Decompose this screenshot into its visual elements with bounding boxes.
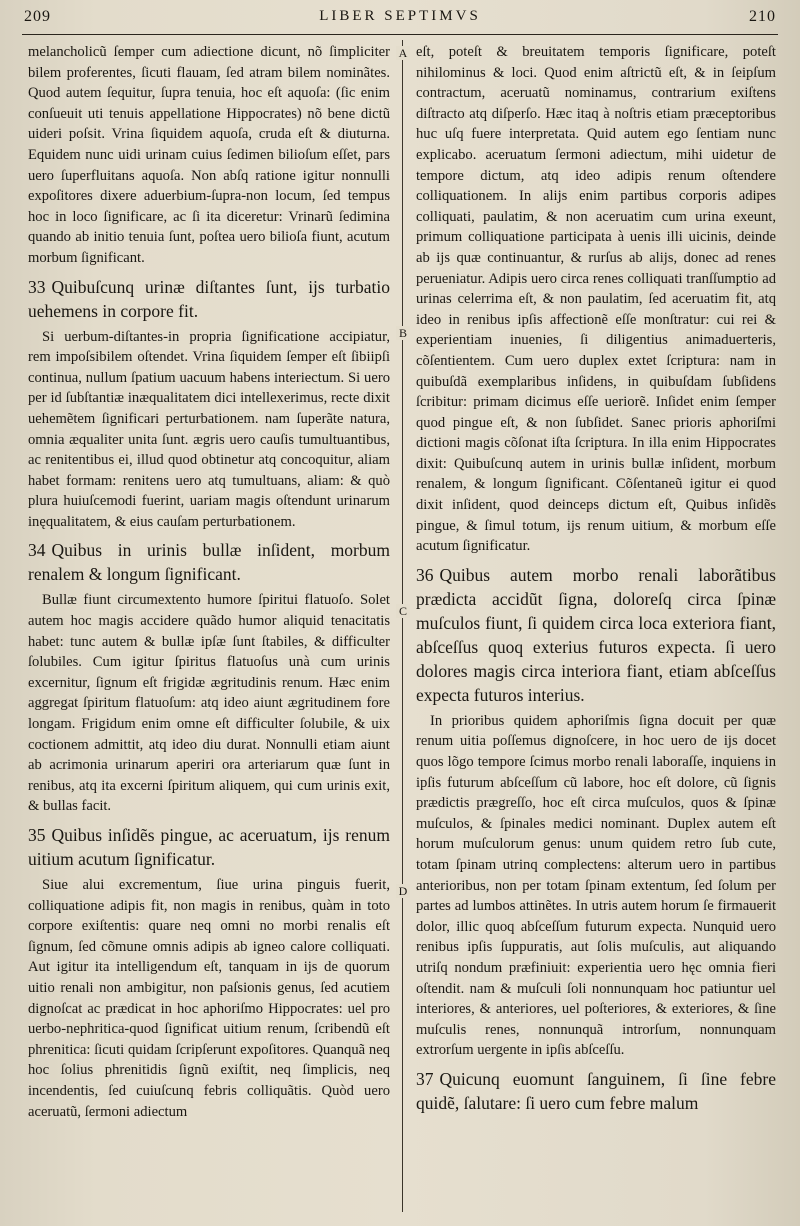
page-number-left: 209 xyxy=(24,8,51,25)
page-header xyxy=(18,8,782,32)
left-column xyxy=(28,42,390,1216)
aphorism-number: 37 xyxy=(416,1068,434,1089)
aphorism-text: Quicunq euomunt ſanguinem, ſi ſine febre quidẽ, ſalutare: ſi uero cum febre malum xyxy=(416,1068,776,1113)
aphorism-number: 35 xyxy=(28,825,46,845)
commentary-paragraph: Siue alui excrementum, ſiue urina pinguis fuerit, colliquatione adipis fit, non magis in renibus, quàm in toto corpore exiſtentis: quare neq omni no morbi renalis eſt ſignum, ſed cõmune omnis adipis ab igneo calore colliquati. Aut igitur ita intelligendum eſt, tanquam in ijs de quorum uitio renali non ambigitur, non paſsionis genus, ſed acutiem dignoſcat ac prædicat in hoc aphoriſmo Hippocrates: uel pro uerbo-nephritica-quod ſignificat uitium renum, ſcribendũ eſt phrenitica: ſicuti quidam ſcripſerunt expoſitores. Quanquã neq hoc ſolius phrenitidis ſignũ exiſtit, neq ſimplicis, neq incendentis, ſed cuiuſcunq febris colliquãtis. Quòd uero aceruatũ, ſermoni adiectum xyxy=(28,877,390,1120)
aphorism-text: Quibus in urinis bullæ inſident, morbum renalem & longum ſignificant. xyxy=(28,540,390,585)
margin-marker-a: A xyxy=(396,46,410,60)
margin-marker-d: D xyxy=(396,884,410,898)
header-rule xyxy=(22,34,778,35)
right-column xyxy=(416,42,776,1216)
commentary-paragraph: melancholicũ ſemper cum adiectione dicunt, nõ ſimpliciter bilem proferentes, ſicuti flauam, ſed atram bilem nominãtes. Quod autem ſequitur, ſupra tenuia, hoc eſt aquoſa: (ſic enim conſueuit uti tenuis appellatione Hippocrates) nõ bene dictũ uideri poſsit. Vrina ſiquidem aquoſa, cruda eſt & diuturna. Equidem nunc uidi urinam cuius ſedimen bilioſum eſſet, pars uero ſuperfluitans aquoſa. Non abſq ratione igitur nonnulli expoſitores dixere aduerbium-ſupra-non locum, ſed tempus hoc in loco ſignificare, ac ſi ita diceretur: Vrinarũ ſedimina quando ab initio tenuia ſunt, poſtea uero bilioſa fiunt, acutum morbum ſignificant. xyxy=(28,44,390,266)
aphorism-35 xyxy=(28,823,390,871)
margin-marker-b: B xyxy=(396,326,410,340)
column-divider xyxy=(402,40,403,1212)
aphorism-text: Quibus inſidẽs pingue, ac aceruatum, ijs renum uitium acutum ſignificatur. xyxy=(28,825,390,869)
aphorism-36 xyxy=(416,563,776,707)
aphorism-text: Quibuſcunq urinæ diſtantes ſunt, ijs turbatio uehemens in corpore fit. xyxy=(28,276,390,321)
aphorism-33 xyxy=(28,275,390,323)
aphorism-34 xyxy=(28,538,390,586)
commentary-paragraph: In prioribus quidem aphoriſmis ſigna docuit per quæ renum uitia poſſemus dignoſcere, in hoc uero de ijs docet quos lõgo tempore ſcimus morbo renali laboraſſe, inquiens in ipſis futurum abſceſſum cũ labore, hoc eſt dolore, cũ ſignis prædictis prægreſſo, hoc eſt circa muſculos, quos & ſpinæ muſculos, & ſpinales medici nominant. Duplex autem eſt horum muſculorum genus: unum quidem retro ſub cute, totam ſpinam utrinq complectens: alterum uero in partibus anterioribus, non per totam ſpinam extentum, ſed ſolum per partes ad lumbos attinẽtes. In utris autem horum ſe firmauerit dolor, illic quoq abſceſſum futurum expecta. Nunquid uero renibus ipſis ſuppuratis, aut ſolis muſculis, aut aliquando utriſq nondum præfiniuit: experientia uero hęc omnia fieri oſtendit. nam & muſculi ſoli nonnunquam hoc patiuntur uel interiores, & anteriores, uel poſteriores, & exteriores, & ſine muſculis renes, nonnunquã introrſum, nonnunquam extrorſum uergente in ipſis abſceſſu. xyxy=(416,712,776,1059)
aphorism-number: 33 xyxy=(28,276,46,297)
commentary-paragraph: Bullæ fiunt circumextento humore ſpiritui flatuoſo. Solet autem hoc magis accidere quãdo humor aliquid tenacitatis habet: tunc autem & bullæ ipſæ ſunt ſtabiles, & difficulter ſolubiles. Cum igitur ſpiritus flatuoſus unà cum urinis excernitur, ſignum eſt frigidæ ægritudinis renum. Hæc enim aggregat ſpiritum flatuoſum: atq ideo aiunt ægritudinem fore longam. Frigidum enim omne eſt difficulter ſolubile, & uix coctionem admittit, atq ideo diu durat. Nonnulli etiam aiunt ab acrimonia urinarum aperiri ora arteriarum quæ ſunt in renibus, atq ita excerni ſpiritum aliquem, qui cum urinis exit, & bullas facit. xyxy=(28,592,390,815)
aphorism-number: 36 xyxy=(416,564,434,585)
commentary-paragraph: eſt, poteſt & breuitatem temporis ſignificare, poteſt nihilominus & loci. Quod enim aſtrictũ eſt, & in ſeipſum contractum, aceruatũ nominamus, contrarium exiſtens diſtracto atq diſperſo. Hæc itaq à noſtris etiam præceptoribus huc uſq fuere interpretata. Quid autem ego ſentiam nunc explicabo. aceruatum ſermoni adiectum, mihi uidetur de tempore dictum, atq ideo adipis renum oſtendere colliquationem. In alijs enim partibus corporis adipes colliquati, paulatim, & non aceruatim cum urina exeunt, primum colliquatione participata à uenis illi uicinis, deinde ab ijs quæ continuantur, & rurſus ab alijs, donec ad renes perueniatur. Adipis uero circa renes colliquati tranſſumptio ad urinas celerrima eſt, & non paulatim, ſed aceruatim fit, atq ideo in renibus ipſis affectionẽ eſſe monſtratur: cui rei & experientiam inuenies, ſi diligentius animaduerteris, cõſentientem. Cum uero duplex extet ſcriptura: nam in quibuſdã exemplaribus inſidens, in quibuſdam ſubſidens ſcribitur: primam dicimus eſſe ueriorẽ. Inſidet enim ſemper quod pingue eſt, & non ſubſidet. Sanec prioris aphoriſmi dictioni magis cõſonat iſta ſcriptura. In illa enim Hippocrates dixit: Quibuſcunq autem in urinis bullæ inſident, morbum renalem, & longum ſignificant. Cõſentaneũ igitur ei quod dixit inſident, quod deinceps dictum eſt, Quibus inſidẽs pingue, & ſimul totum, ijs renum uitium, & morbum eſſe acutum ſignificatur. xyxy=(416,44,776,555)
margin-marker-c: C xyxy=(396,604,410,618)
running-title: LIBER SEPTIMVS xyxy=(319,8,481,24)
commentary-paragraph: Si uerbum-diſtantes-in propria ſignificatione accipiatur, rem impoſsibilem oſtendet. Vrina ſiquidem ſemper eſt ſibiipſi continua, nullum ſpatium uacuum habens interiectum. Si uero per id ſubſtantiæ inæqualitatem dici intellexerimus, recte dixit uehemẽtem ſignificari perturbationem. nam ſuperãte natura, omnia æqualiter unita ſunt. ægris uero cauſis tumultuantibus, ac renitentibus ei, illud quod obtinetur atq concoquitur, aliam habet formam: renitens uero atq tumultuans, aliam: & quò plura huiuſcemodi fuerint, uariam magis oſtendunt urinarum inęqualitatem, & eius cauſam perturbationem. xyxy=(28,328,390,530)
page-number-right: 210 xyxy=(749,8,776,25)
aphorism-text: Quibus autem morbo renali laborãtibus prædicta accidũt ſigna, doloreſq circa ſpinæ muſculos fiunt, ſi quidem circa loca exteriora fiant, abſceſſus quoq exterius futuros expecta. ſi uero dolores magis circa interiora fiant, etiam abſceſſus expecta futuros interius. xyxy=(416,564,776,705)
aphorism-37 xyxy=(416,1067,776,1115)
aphorism-number: 34 xyxy=(28,540,46,561)
